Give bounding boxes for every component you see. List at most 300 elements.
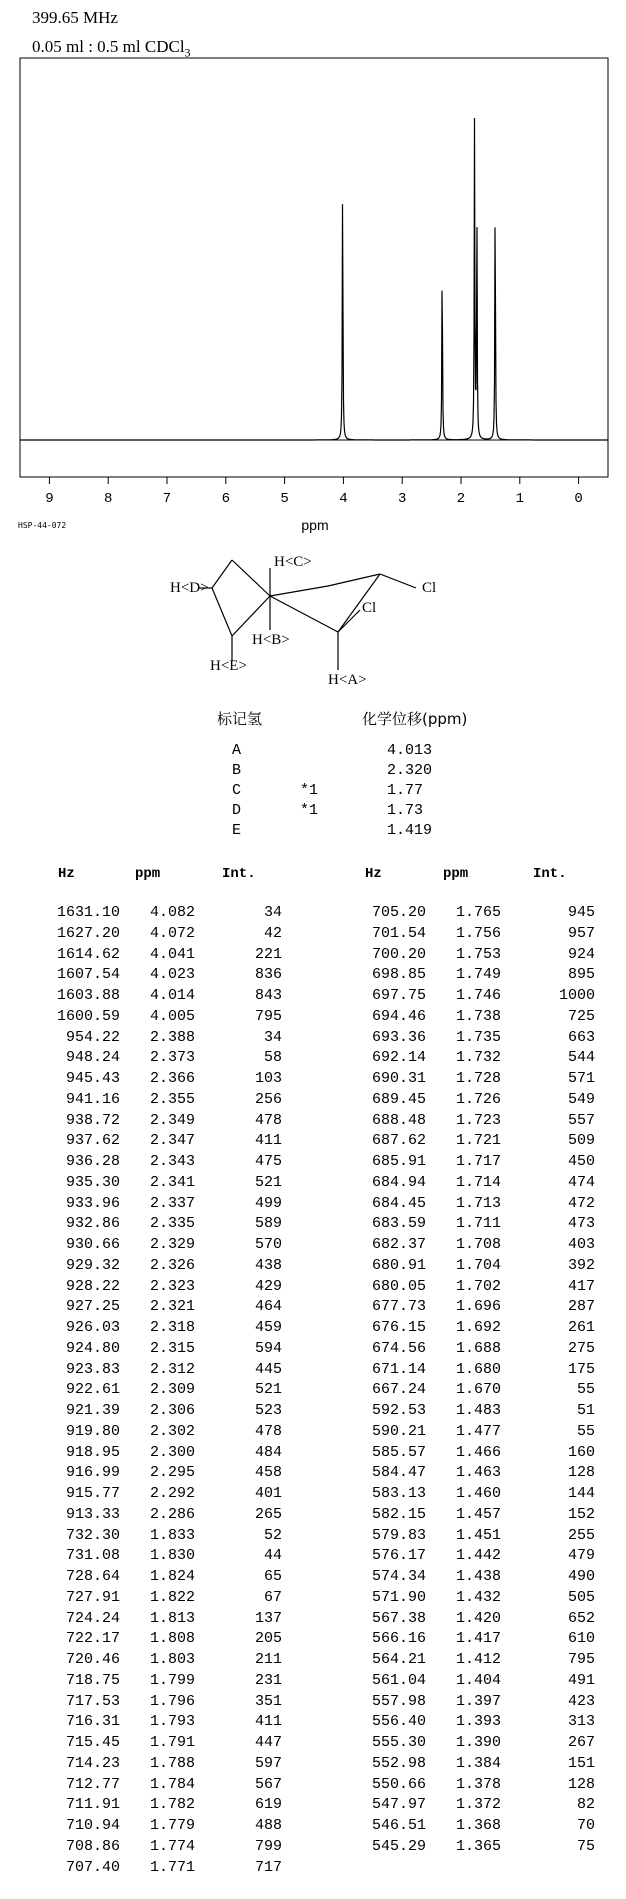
peak-cell: 450 xyxy=(567,1153,595,1170)
peak-cell: 211 xyxy=(254,1651,282,1668)
peak-cell: 221 xyxy=(254,945,282,963)
peak-cell: 1.397 xyxy=(455,1692,501,1710)
peak-cell: 1.670 xyxy=(455,1381,501,1399)
peak-cell: 1.753 xyxy=(455,945,501,963)
assignment-note: *1 xyxy=(300,802,319,819)
peak-cell: 941.16 xyxy=(65,1090,120,1108)
peak-cell: 1.749 xyxy=(455,966,501,984)
peak-cell: 401 xyxy=(254,1485,282,1502)
header-ppm-right: ppm xyxy=(443,866,469,882)
peak-cell: 921.39 xyxy=(65,1402,120,1419)
peak-cell: 592.53 xyxy=(371,1402,426,1419)
peak-cell: 205 xyxy=(254,1630,282,1648)
peak-cell: 732.30 xyxy=(65,1526,120,1544)
peak-cell: 711.91 xyxy=(65,1796,120,1814)
peak-cell: 479 xyxy=(567,1547,595,1565)
peak-cell: 2.286 xyxy=(149,1505,195,1523)
header-int-left: Int. xyxy=(222,866,256,882)
x-tick-label-9: 9 xyxy=(45,491,54,507)
x-tick-label-1: 1 xyxy=(515,491,525,507)
peak-cell: 928.22 xyxy=(65,1277,120,1295)
spectrum-trace xyxy=(20,118,608,440)
peak-cell: 564.21 xyxy=(371,1651,426,1668)
peak-cell: 698.85 xyxy=(371,966,426,984)
peak-cell: 583.13 xyxy=(371,1485,426,1502)
peak-cell: 957 xyxy=(567,924,595,942)
peak-cell: 160 xyxy=(567,1443,595,1461)
peak-cell: 1.442 xyxy=(455,1547,501,1565)
peak-cell: 692.14 xyxy=(371,1049,426,1067)
peak-cell: 716.31 xyxy=(65,1713,120,1731)
peak-cell: 82 xyxy=(576,1796,595,1814)
peak-cell: 1.460 xyxy=(455,1485,501,1502)
peak-cell: 1.822 xyxy=(149,1588,195,1606)
peak-cell: 459 xyxy=(254,1319,282,1336)
peak-cell: 2.321 xyxy=(149,1298,195,1316)
peak-cell: 34 xyxy=(263,904,282,921)
peak-cell: 652 xyxy=(567,1609,595,1627)
peak-cell: 474 xyxy=(567,1173,595,1191)
peak-cell: 710.94 xyxy=(65,1817,120,1834)
peak-cell: 552.98 xyxy=(371,1754,426,1772)
peak-cell: 1.771 xyxy=(149,1858,195,1876)
peak-cell: 843 xyxy=(254,987,282,1004)
peak-cell: 2.323 xyxy=(149,1277,195,1295)
peak-cell: 265 xyxy=(254,1505,282,1523)
peak-cell: 523 xyxy=(254,1402,282,1419)
peak-cell: 712.77 xyxy=(65,1775,120,1793)
peak-cell: 1.404 xyxy=(455,1671,501,1689)
peak-cell: 1.833 xyxy=(149,1526,195,1544)
peak-cell: 567.38 xyxy=(371,1609,426,1627)
x-tick-label-6: 6 xyxy=(221,491,231,507)
peak-cell: 929.32 xyxy=(65,1256,120,1274)
peak-cell: 275 xyxy=(567,1339,595,1357)
peak-cell: 919.80 xyxy=(65,1422,120,1440)
peak-cell: 930.66 xyxy=(65,1236,120,1253)
molecule-structure xyxy=(160,540,500,690)
peak-cell: 1.463 xyxy=(455,1464,501,1482)
peak-cell: 478 xyxy=(254,1111,282,1129)
x-tick-label-4: 4 xyxy=(339,491,348,507)
peak-cell: 610 xyxy=(567,1630,595,1648)
peak-cell: 1.782 xyxy=(149,1796,195,1814)
peak-cell: 484 xyxy=(254,1443,282,1461)
peak-cell: 2.312 xyxy=(149,1360,195,1378)
peak-cell: 1.717 xyxy=(455,1153,501,1170)
label-cl-2: Cl xyxy=(362,600,377,616)
peak-cell: 2.388 xyxy=(149,1028,195,1046)
peak-cell: 1.378 xyxy=(455,1775,501,1793)
peak-cell: 1.417 xyxy=(455,1630,501,1648)
peak-cell: 594 xyxy=(254,1339,282,1357)
peak-cell: 926.03 xyxy=(65,1319,120,1336)
peak-cell: 351 xyxy=(254,1692,282,1710)
peak-cell: 708.86 xyxy=(65,1837,120,1855)
label-cl-1: Cl xyxy=(422,580,437,596)
peak-cell: 680.05 xyxy=(371,1277,426,1295)
peak-cell: 795 xyxy=(567,1651,595,1668)
peak-cell: 490 xyxy=(567,1568,595,1585)
peak-cell: 1.457 xyxy=(455,1505,501,1523)
peak-cell: 2.355 xyxy=(149,1090,195,1108)
peak-cell: 417 xyxy=(567,1277,595,1295)
peak-cell: 795 xyxy=(254,1007,282,1025)
peak-cell: 2.373 xyxy=(149,1049,195,1067)
peak-cell: 55 xyxy=(576,1381,595,1399)
peak-cell: 895 xyxy=(567,966,595,984)
peak-cell: 1.713 xyxy=(455,1194,501,1212)
peak-cell: 1.808 xyxy=(149,1630,195,1648)
peak-cell: 2.315 xyxy=(149,1339,195,1357)
peak-cell: 2.309 xyxy=(149,1381,195,1399)
peak-cell: 705.20 xyxy=(371,904,426,921)
peak-cell: 1.784 xyxy=(149,1775,195,1793)
peak-cell: 509 xyxy=(567,1132,595,1150)
peak-cell: 1.704 xyxy=(455,1256,501,1274)
peak-cell: 597 xyxy=(254,1754,282,1772)
peak-cell: 411 xyxy=(254,1713,282,1731)
peak-cell: 67 xyxy=(263,1588,282,1606)
peak-cell: 1607.54 xyxy=(56,966,120,984)
peak-cell: 546.51 xyxy=(371,1817,426,1834)
peak-cell: 561.04 xyxy=(371,1671,426,1689)
peak-cell: 1.412 xyxy=(455,1651,501,1668)
peak-cell: 2.292 xyxy=(149,1485,195,1502)
peak-cell: 913.33 xyxy=(65,1505,120,1523)
peak-cell: 938.72 xyxy=(65,1111,120,1129)
peak-cell: 684.94 xyxy=(371,1173,426,1191)
peak-cell: 671.14 xyxy=(371,1360,426,1378)
peak-cell: 2.326 xyxy=(149,1256,195,1274)
peak-cell: 715.45 xyxy=(65,1734,120,1751)
peak-cell: 1.714 xyxy=(455,1173,501,1191)
x-tick-label-5: 5 xyxy=(280,491,289,507)
peak-cell: 488 xyxy=(254,1817,282,1834)
peak-cell: 680.91 xyxy=(371,1256,426,1274)
peak-cell: 44 xyxy=(263,1547,282,1565)
peak-cell: 1.796 xyxy=(149,1692,195,1710)
peak-cell: 694.46 xyxy=(371,1007,426,1025)
peak-cell: 687.62 xyxy=(371,1132,426,1150)
peak-cell: 287 xyxy=(567,1298,595,1316)
peak-cell: 152 xyxy=(567,1505,595,1523)
peak-cell: 570 xyxy=(254,1236,282,1253)
peak-cell: 475 xyxy=(254,1153,282,1170)
peak-cell: 70 xyxy=(576,1817,595,1834)
peak-cell: 1000 xyxy=(558,987,595,1004)
peak-cell: 724.24 xyxy=(65,1609,120,1627)
peak-cell: 392 xyxy=(567,1256,595,1274)
peak-cell: 674.56 xyxy=(371,1339,426,1357)
peak-cell: 1.368 xyxy=(455,1817,501,1834)
peak-cell: 2.300 xyxy=(149,1443,195,1461)
peak-cell: 544 xyxy=(567,1049,595,1067)
peak-cell: 576.17 xyxy=(371,1547,426,1565)
peak-cell: 51 xyxy=(576,1402,595,1419)
peak-cell: 103 xyxy=(254,1070,282,1087)
peak-cell: 915.77 xyxy=(65,1485,120,1502)
peak-cell: 945 xyxy=(567,904,595,921)
plot-frame xyxy=(20,58,608,477)
peak-cell: 663 xyxy=(567,1028,595,1046)
peak-cell: 256 xyxy=(254,1090,282,1108)
peak-cell: 473 xyxy=(567,1215,595,1233)
peak-cell: 725 xyxy=(567,1007,595,1025)
peak-cell: 684.45 xyxy=(371,1194,426,1212)
peak-cell: 2.306 xyxy=(149,1402,195,1419)
assignment-shift: 1.419 xyxy=(387,822,433,839)
peak-cell: 65 xyxy=(263,1568,282,1585)
peak-cell: 1.420 xyxy=(455,1609,501,1627)
header-hz-left: Hz xyxy=(58,866,75,882)
peak-cell: 945.43 xyxy=(65,1070,120,1087)
peak-cell: 1.765 xyxy=(455,904,501,921)
peak-cell: 574.34 xyxy=(371,1568,426,1585)
peak-cell: 571.90 xyxy=(371,1588,426,1606)
x-axis-label: ppm xyxy=(301,517,329,533)
peak-cell: 555.30 xyxy=(371,1734,426,1751)
peak-cell: 689.45 xyxy=(371,1090,426,1108)
peak-cell: 175 xyxy=(567,1360,595,1378)
header-int-right: Int. xyxy=(533,866,567,882)
peak-cell: 936.28 xyxy=(65,1153,120,1170)
peak-cell: 545.29 xyxy=(371,1837,426,1855)
peak-cell: 924 xyxy=(567,945,595,963)
peak-cell: 547.97 xyxy=(371,1796,426,1814)
peak-cell: 1.728 xyxy=(455,1070,501,1087)
peak-cell: 717.53 xyxy=(65,1692,120,1710)
peak-cell: 231 xyxy=(254,1671,282,1689)
peak-cell: 4.082 xyxy=(149,904,195,921)
peak-cell: 2.347 xyxy=(149,1132,195,1150)
peak-cell: 933.96 xyxy=(65,1194,120,1212)
peak-cell: 521 xyxy=(254,1173,282,1191)
peak-cell: 954.22 xyxy=(65,1028,120,1046)
peak-cell: 1.692 xyxy=(455,1319,501,1336)
peak-cell: 411 xyxy=(254,1132,282,1150)
x-tick-label-7: 7 xyxy=(162,491,172,507)
peak-cell: 313 xyxy=(567,1713,595,1731)
peak-cell: 1.723 xyxy=(455,1111,501,1129)
solvent-text: 0.05 ml : 0.5 ml CDCl xyxy=(32,37,185,56)
peak-cell: 1.830 xyxy=(149,1547,195,1565)
x-tick-label-3: 3 xyxy=(397,491,407,507)
peak-cell: 935.30 xyxy=(65,1173,120,1191)
peak-cell: 932.86 xyxy=(65,1215,120,1233)
x-tick-label-0: 0 xyxy=(574,491,583,507)
peak-cell: 75 xyxy=(576,1837,595,1855)
peak-cell: 1.726 xyxy=(455,1090,501,1108)
peak-cell: 556.40 xyxy=(371,1713,426,1731)
peak-cell: 1.799 xyxy=(149,1671,195,1689)
ring-bonds xyxy=(198,560,416,670)
peak-cell: 151 xyxy=(567,1754,595,1772)
peak-cell: 2.295 xyxy=(149,1464,195,1482)
peak-cell: 2.366 xyxy=(149,1070,195,1087)
peak-cell: 567 xyxy=(254,1775,282,1793)
peak-cell: 557 xyxy=(567,1111,595,1129)
peak-cell: 1.803 xyxy=(149,1651,195,1668)
assignment-label: E xyxy=(232,822,242,839)
label-hd: H<D> xyxy=(170,580,209,596)
peak-cell: 685.91 xyxy=(371,1153,426,1170)
peak-cell: 1600.59 xyxy=(56,1007,120,1025)
peak-cell: 1.738 xyxy=(455,1007,501,1025)
peak-cell: 58 xyxy=(263,1049,282,1067)
peak-cell: 2.341 xyxy=(149,1173,195,1191)
peak-cell: 677.73 xyxy=(371,1298,426,1316)
peak-cell: 1.788 xyxy=(149,1754,195,1772)
peak-cell: 491 xyxy=(567,1671,595,1689)
label-he: H<E> xyxy=(210,658,247,674)
assignment-label: A xyxy=(232,742,242,759)
peak-cell: 1603.88 xyxy=(56,987,120,1004)
assignment-shift: 2.320 xyxy=(387,762,433,779)
peak-cell: 1.813 xyxy=(149,1609,195,1627)
nmr-spectrum xyxy=(0,0,626,540)
peak-cell: 423 xyxy=(567,1692,595,1710)
x-axis-ticks xyxy=(45,477,583,507)
peak-cell: 1.680 xyxy=(455,1360,501,1378)
peak-cell: 1.432 xyxy=(455,1588,501,1606)
peak-cell: 722.17 xyxy=(65,1630,120,1648)
peak-cell: 4.005 xyxy=(149,1007,195,1025)
peak-cell: 1.451 xyxy=(455,1526,501,1544)
peak-cell: 571 xyxy=(567,1070,595,1087)
peak-cell: 55 xyxy=(576,1422,595,1440)
peak-cell: 521 xyxy=(254,1381,282,1399)
peak-cell: 579.83 xyxy=(371,1526,426,1544)
peak-cell: 728.64 xyxy=(65,1568,120,1585)
assignment-label: C xyxy=(232,782,242,799)
solvent-subscript: 3 xyxy=(184,45,191,60)
peak-cell: 731.08 xyxy=(65,1547,120,1565)
peak-cell: 550.66 xyxy=(371,1775,426,1793)
peak-cell: 2.302 xyxy=(149,1422,195,1440)
peak-cell: 4.072 xyxy=(149,924,195,942)
peak-cell: 585.57 xyxy=(371,1443,426,1461)
peak-cell: 590.21 xyxy=(371,1422,426,1440)
peak-cell: 34 xyxy=(263,1028,282,1046)
peak-cell: 948.24 xyxy=(65,1049,120,1067)
assignment-header-shift: 化学位移(ppm) xyxy=(362,710,468,728)
header-hz-right: Hz xyxy=(365,866,382,882)
peak-cell: 478 xyxy=(254,1422,282,1440)
label-hc: H<C> xyxy=(274,554,312,570)
peak-cell: 1631.10 xyxy=(56,904,120,921)
peak-cell: 2.337 xyxy=(149,1194,195,1212)
peak-cell: 4.041 xyxy=(149,945,195,963)
peak-cell: 1.721 xyxy=(455,1132,501,1150)
peak-cell: 1627.20 xyxy=(56,924,120,942)
peak-cell: 1.774 xyxy=(149,1837,195,1855)
peak-cell: 697.75 xyxy=(371,987,426,1004)
x-tick-label-8: 8 xyxy=(103,491,113,507)
peak-cell: 2.318 xyxy=(149,1319,195,1336)
peak-cell: 1.393 xyxy=(455,1713,501,1731)
peak-cell: 923.83 xyxy=(65,1360,120,1378)
peak-cell: 1.732 xyxy=(455,1049,501,1067)
peak-cell: 1.696 xyxy=(455,1298,501,1316)
peak-cell: 1.779 xyxy=(149,1817,195,1834)
peak-cell: 464 xyxy=(254,1298,282,1316)
peak-cell: 1.735 xyxy=(455,1028,501,1046)
peak-cell: 1.824 xyxy=(149,1568,195,1585)
peak-cell: 505 xyxy=(567,1588,595,1606)
assignment-note: *1 xyxy=(300,782,319,799)
peak-cell: 499 xyxy=(254,1194,282,1212)
peak-cell: 1.483 xyxy=(455,1402,501,1419)
peak-cell: 472 xyxy=(567,1194,595,1212)
peak-cell: 128 xyxy=(567,1464,595,1482)
assignment-shift: 4.013 xyxy=(387,742,433,759)
peak-cell: 676.15 xyxy=(371,1319,426,1336)
peak-cell: 566.16 xyxy=(371,1630,426,1648)
peak-cell: 667.24 xyxy=(371,1381,426,1399)
sample-code: HSP-44-072 xyxy=(18,521,67,530)
peak-cell: 927.25 xyxy=(65,1298,120,1316)
peak-cell: 261 xyxy=(567,1319,595,1336)
peak-cell: 557.98 xyxy=(371,1692,426,1710)
peak-cell: 1.365 xyxy=(455,1837,501,1855)
peak-cell: 1.372 xyxy=(455,1796,501,1814)
peak-cell: 1.477 xyxy=(455,1422,501,1440)
peak-cell: 1.438 xyxy=(455,1568,501,1585)
peak-cell: 429 xyxy=(254,1277,282,1295)
peak-cell: 700.20 xyxy=(371,945,426,963)
x-tick-label-2: 2 xyxy=(456,491,466,507)
peak-cell: 403 xyxy=(567,1236,595,1253)
peak-cell: 1.702 xyxy=(455,1277,501,1295)
assignment-shift: 1.73 xyxy=(387,802,424,819)
assignment-label: B xyxy=(232,762,242,779)
peak-cell: 582.15 xyxy=(371,1505,426,1523)
peak-cell: 438 xyxy=(254,1256,282,1274)
peak-cell: 718.75 xyxy=(65,1671,120,1689)
peak-cell: 137 xyxy=(254,1609,282,1627)
peak-cell: 1.791 xyxy=(149,1734,195,1751)
peak-cell: 720.46 xyxy=(65,1651,120,1668)
peak-cell: 1.708 xyxy=(455,1236,501,1253)
label-ha: H<A> xyxy=(328,672,367,688)
peak-cell: 707.40 xyxy=(65,1858,120,1876)
peak-cell: 458 xyxy=(254,1464,282,1482)
peak-cell: 924.80 xyxy=(65,1339,120,1357)
peak-cell: 1.746 xyxy=(455,987,501,1004)
peak-cell: 144 xyxy=(567,1485,595,1502)
header-ppm-left: ppm xyxy=(135,866,161,882)
assignment-header-label: 标记氢 xyxy=(217,710,263,728)
peak-cell: 2.329 xyxy=(149,1236,195,1253)
peak-cell: 589 xyxy=(254,1215,282,1233)
peak-cell: 128 xyxy=(567,1775,595,1793)
peak-cell: 1.756 xyxy=(455,924,501,942)
peak-cell: 1.688 xyxy=(455,1339,501,1357)
peak-cell: 447 xyxy=(254,1734,282,1751)
peak-cell: 4.014 xyxy=(149,987,195,1004)
peak-cell: 549 xyxy=(567,1090,595,1108)
peak-cell: 690.31 xyxy=(371,1070,426,1087)
peak-cell: 255 xyxy=(567,1526,595,1544)
peak-cell: 717 xyxy=(254,1858,282,1876)
peak-cell: 1.466 xyxy=(455,1443,501,1461)
peak-cell: 267 xyxy=(567,1734,595,1751)
peak-cell: 682.37 xyxy=(371,1236,426,1253)
peak-cell: 937.62 xyxy=(65,1132,120,1150)
peak-cell: 584.47 xyxy=(371,1464,426,1482)
peak-cell: 918.95 xyxy=(65,1443,120,1461)
